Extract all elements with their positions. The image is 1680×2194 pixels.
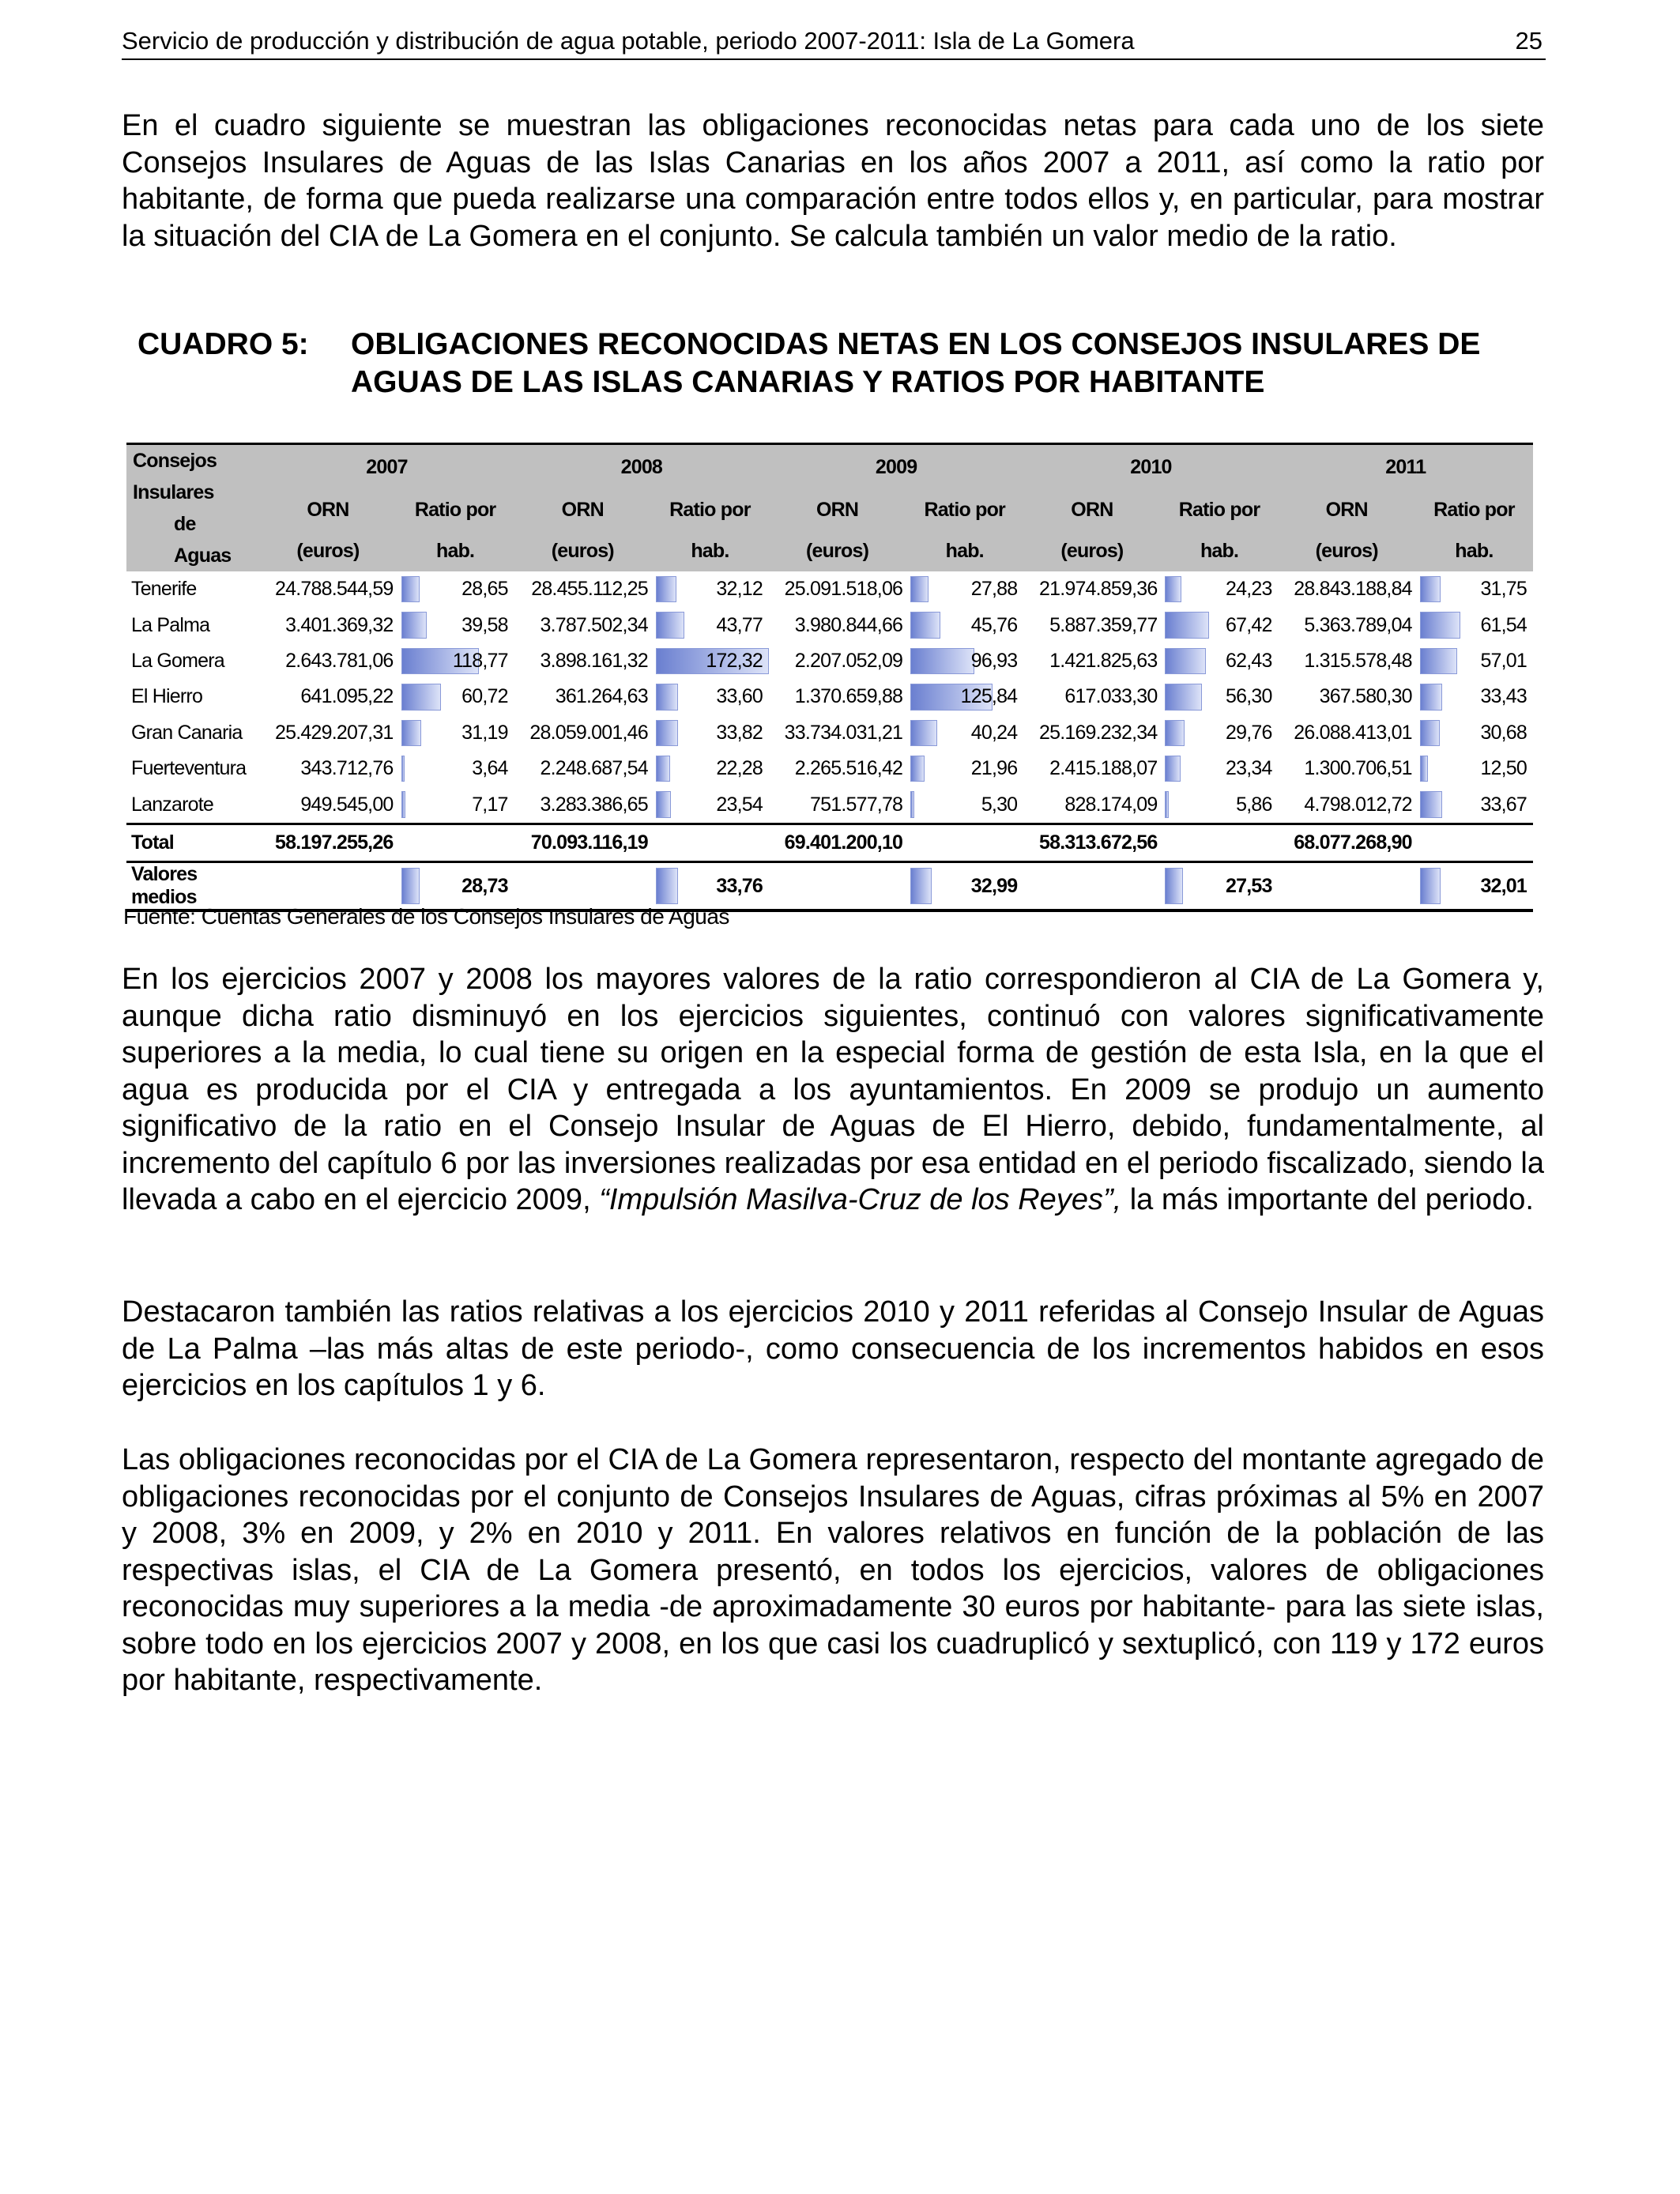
ratio-cell [651,679,769,714]
p2-text-b: la más importante del periodo. [1121,1183,1534,1216]
ratio-header: Ratio por [651,490,769,530]
medios-ratio-cell [1415,862,1533,911]
ratio-value: 172,32 [706,649,763,672]
orn-cell: 1.315.578,48 [1304,649,1412,672]
ratio-cell [1160,786,1278,824]
ratio-value: 33,43 [1480,685,1527,708]
corner-line2: de Aguas [174,513,232,567]
ratio-value: 57,01 [1480,649,1527,672]
medios-label: Valores medios [126,862,259,911]
orn-cell: 1.421.825,63 [1049,649,1158,672]
ratio-databar [910,648,974,674]
orn-header: ORN [259,490,396,530]
ratio-value: 21,96 [970,757,1018,780]
medios-ratio-cell [1160,862,1278,911]
ratio-databar [1165,720,1185,746]
p2-text-a: En los ejercicios 2007 y 2008 los mayores valores de la ratio correspondieron al CIA de La Gomera y, aunque dicha ratio disminuyó en los ejercicios siguientes, continuó con valores significativamente superiores a la media, lo cual tiene su origen en la especial forma de gestión de esta Isla, en la que el agua es producida por el CIA y entregada a los ayuntamientos. En 2009 se produjo un aumento significativo de la ratio en el Consejo Insular de Aguas de El Hierro, debido, fundamentalmente, al incremento del capítulo 6 por las inversiones realizadas por esa entidad en el periodo fiscalizado, siendo la llevada a cabo en el ejercicio 2009, [122,963,1544,1216]
table-row [126,571,1533,607]
ratio-databar [910,576,929,602]
ratio-value: 33,82 [716,721,763,744]
corner-header [126,444,259,572]
orn-header: ORN [1023,490,1160,530]
orn-cell: 2.643.781,06 [285,649,394,672]
orn-header: ORN [514,490,651,530]
ratio-header: Ratio por [1415,490,1533,530]
paragraph-la-gomera: Las obligaciones reconocidas por el CIA de La Gomera representaron, respecto del montante agregado de obligaciones reconocidas por el conjunto de Consejos Insulares de Aguas, cifras próximas al 5% en 2007 y 2008, 3% en 2009, y 2% en 2010 y 2011. En valores relativos en función de la población de las respectivas islas, el CIA de La Gomera presentó, en todos los ejercicios, valores de obligaciones reconocidas muy superiores a la media -de aproximadamente 30 euros por habitante- para las siete islas, sobre todo en los ejercicios 2007 y 2008, en los que casi los cuadruplicó y sextuplicó, con 119 y 172 euros por habitante, respectivamente. [122,1443,1544,1697]
orn-cell: 33.734.031,21 [784,721,903,744]
medios-ratio-value: 32,01 [1480,874,1527,897]
caption-label: CUADRO 5: [137,327,309,361]
ratio-databar [1420,791,1442,817]
orn-cell: 28.455.112,25 [531,578,648,601]
ratio-databar [1165,791,1169,817]
orn-cell: 3.401.369,32 [285,613,394,636]
ratio-cell [906,571,1023,607]
orn-cell: 949.545,00 [300,793,394,816]
orn-unit-header: (euros) [769,531,906,571]
page-number: 25 [1515,27,1543,55]
ratio-databar [401,868,420,904]
ratio-value: 125,84 [960,685,1018,708]
ratio-unit-header: hab. [651,531,769,571]
ratio-cell [1160,751,1278,786]
orn-cell: 25.091.518,06 [784,578,903,601]
orn-cell: 25.429.207,31 [275,721,394,744]
orn-cell: 28.059.001,46 [529,721,648,744]
ratio-value: 118,77 [452,649,508,672]
row-name: Tenerife [131,578,197,601]
ratio-value: 45,76 [970,613,1018,636]
ratio-value: 33,60 [716,685,763,708]
orn-cell: 3.980.844,66 [794,613,903,636]
ratio-databar [656,791,672,817]
ratio-value: 96,93 [970,649,1018,672]
orn-cell: 2.207.052,09 [794,649,903,672]
ratio-cell [1415,643,1533,679]
ratio-cell [651,751,769,786]
ratio-cell [397,751,514,786]
ratio-databar [1165,868,1183,904]
orn-header: ORN [769,490,906,530]
orn-header: ORN [1279,490,1415,530]
ratio-value: 43,77 [716,613,763,636]
table-row [126,786,1533,824]
table-row [126,643,1533,679]
ratio-databar [1420,612,1460,638]
ratio-cell [397,786,514,824]
ratio-value: 3,64 [472,757,508,780]
orn-cell: 28.843.188,84 [1294,578,1412,601]
row-name: La Gomera [131,649,224,672]
ratio-cell [1160,715,1278,751]
orn-unit-header: (euros) [259,531,396,571]
ratio-cell [1415,571,1533,607]
medios-ratio-value: 33,76 [716,874,763,897]
ratio-value: 33,67 [1480,793,1527,816]
ratio-databar [401,791,406,817]
ratio-databar [1420,684,1442,710]
ratio-cell [1415,607,1533,643]
ratio-cell [906,751,1023,786]
paragraph-la-palma: Destacaron también las ratios relativas a los ejercicios 2010 y 2011 referidas al Consejo Insular de Aguas de La Palma –las más altas de este periodo-, como consecuencia de los incrementos habidos en esos ejercicios en los capítulos 1 y 6. [122,1295,1544,1402]
ratio-databar [656,576,677,602]
ratio-value: 12,50 [1480,757,1527,780]
ratio-cell [651,607,769,643]
ratio-cell [1160,571,1278,607]
ratio-cell [397,643,514,679]
ratio-value: 5,30 [981,793,1018,816]
ratio-value: 22,28 [716,757,763,780]
ratio-cell [1160,679,1278,714]
orn-cell: 361.264,63 [555,685,648,708]
source-note: Fuente: Cuentas Generales de los Consejos Insulares de Aguas [123,904,729,929]
orn-cell: 4.798.012,72 [1304,793,1412,816]
ratio-databar [1165,576,1181,602]
paragraph-ratios-2007-2009 [122,961,1544,1219]
table-row [126,715,1533,751]
orn-cell: 2.265.516,42 [794,757,903,780]
ratio-databar [910,791,913,817]
ratio-cell [906,786,1023,824]
corner-line1: Consejos Insulares [133,450,217,503]
ratio-cell [397,715,514,751]
ratio-value: 23,54 [716,793,763,816]
intro-paragraph: En el cuadro siguiente se muestran las obligaciones reconocidas netas para cada uno de los siete Consejos Insulares de Aguas de las Islas Canarias en los años 2007 a 2011, así como la ratio por habitante, de forma que pueda realizarse una comparación entre todos ellos y, en particular, para mostrar la situación del CIA de La Gomera en el conjunto. Se calcula también un valor medio de la ratio. [122,109,1544,253]
row-name: El Hierro [131,685,203,708]
ratio-databar [656,720,678,746]
orn-cell: 1.370.659,88 [794,685,903,708]
ratio-databar [401,612,428,638]
ratio-value: 27,88 [970,578,1018,601]
ratio-databar [401,720,422,746]
year-header: 2007 [259,444,514,491]
ratio-value: 23,34 [1226,757,1272,780]
ratio-unit-header: hab. [906,531,1023,571]
ratio-cell [1415,679,1533,714]
total-label: Total [126,824,259,861]
medios-ratio-cell [906,862,1023,911]
ratio-cell [397,571,514,607]
orn-cell: 21.974.859,36 [1038,578,1158,601]
medios-ratio-cell [651,862,769,911]
ratio-unit-header: hab. [1415,531,1533,571]
ratio-value: 32,12 [716,578,763,601]
ratio-databar [1165,756,1180,782]
orn-cell: 5.887.359,77 [1049,613,1158,636]
orn-unit-header: (euros) [514,531,651,571]
orn-cell: 2.248.687,54 [540,757,648,780]
ratio-header: Ratio por [906,490,1023,530]
row-name: Fuerteventura [131,757,247,780]
total-row [126,824,1533,861]
total-orn: 58.313.672,56 [1023,824,1160,861]
orn-cell: 26.088.413,01 [1294,721,1412,744]
ratio-databar [1165,684,1202,710]
orn-cell: 828.174,09 [1064,793,1158,816]
ratio-value: 29,76 [1226,721,1272,744]
ratio-cell [1160,607,1278,643]
table-row [126,679,1533,714]
ratio-databar [1420,648,1457,674]
row-name: La Palma [131,613,210,636]
ratio-databar [910,868,932,904]
ratio-value: 7,17 [472,793,508,816]
total-orn: 58.197.255,26 [259,824,396,861]
ratio-value: 31,19 [461,721,508,744]
ratio-cell [906,679,1023,714]
ratio-databar [401,684,441,710]
year-header: 2010 [1023,444,1278,491]
ratio-value: 40,24 [970,721,1018,744]
year-header: 2008 [514,444,769,491]
ratio-cell [1415,751,1533,786]
table-row [126,751,1533,786]
ratio-cell [1415,715,1533,751]
ratio-value: 67,42 [1226,613,1272,636]
ratio-databar [1420,720,1440,746]
ratio-cell [397,607,514,643]
orn-cell: 751.577,78 [810,793,903,816]
ratio-databar [656,868,678,904]
ratio-databar [1420,576,1441,602]
ratio-cell [397,679,514,714]
table-row [126,607,1533,643]
medios-ratio-cell [397,862,514,911]
orn-unit-header: (euros) [1279,531,1415,571]
orn-cell: 1.300.706,51 [1304,757,1412,780]
ratio-cell [906,715,1023,751]
ratio-value: 39,58 [461,613,508,636]
ratio-cell [651,786,769,824]
ratio-cell [906,607,1023,643]
orn-cell: 3.283.386,65 [540,793,648,816]
medios-ratio-value: 27,53 [1226,874,1272,897]
ratio-header: Ratio por [397,490,514,530]
ratio-databar [401,576,420,602]
ratio-databar [401,756,405,782]
ratio-header: Ratio por [1160,490,1278,530]
total-orn: 70.093.116,19 [514,824,651,861]
ratio-value: 61,54 [1480,613,1527,636]
ratio-databar [1165,612,1209,638]
medios-row [126,862,1533,911]
ratio-cell [651,571,769,607]
ratio-databar [1165,648,1206,674]
ratio-cell [651,643,769,679]
orn-cell: 3.898.161,32 [540,649,648,672]
ratio-databar [910,756,925,782]
ratio-value: 62,43 [1226,649,1272,672]
orn-cell: 617.033,30 [1064,685,1158,708]
ratio-databar [1420,756,1428,782]
orn-cell: 2.415.188,07 [1049,757,1158,780]
p2-italic-project: “Impulsión Masilva-Cruz de los Reyes”, [599,1183,1122,1216]
ratio-unit-header: hab. [397,531,514,571]
ratio-databar [910,720,936,746]
year-header: 2011 [1279,444,1533,491]
orn-cell: 25.169.232,34 [1038,721,1158,744]
ratio-databar [1420,868,1441,904]
ratio-databar [910,612,940,638]
medios-ratio-value: 28,73 [461,874,508,897]
page-header [122,27,1546,60]
orn-cell: 367.580,30 [1319,685,1412,708]
orn-cell: 3.787.502,34 [540,613,648,636]
total-orn: 69.401.200,10 [769,824,906,861]
ratio-value: 30,68 [1480,721,1527,744]
ratio-value: 56,30 [1226,685,1272,708]
ratio-value: 24,23 [1226,578,1272,601]
orn-cell: 24.788.544,59 [275,578,394,601]
orn-cell: 5.363.789,04 [1304,613,1412,636]
ratio-cell [1160,643,1278,679]
total-orn: 68.077.268,90 [1279,824,1415,861]
orn-cell: 641.095,22 [300,685,394,708]
caption-text: OBLIGACIONES RECONOCIDAS NETAS EN LOS CONSEJOS INSULARES DE AGUAS DE LAS ISLAS CANARIAS Y RATIOS POR HABITANTE [351,327,1481,399]
obligaciones-table [126,443,1533,909]
ratio-cell [651,715,769,751]
ratio-value: 28,65 [461,578,508,601]
ratio-cell [1415,786,1533,824]
orn-unit-header: (euros) [1023,531,1160,571]
year-header: 2009 [769,444,1023,491]
ratio-value: 60,72 [461,685,508,708]
medios-ratio-value: 32,99 [970,874,1018,897]
ratio-databar [656,612,684,638]
ratio-databar [656,756,670,782]
ratio-value: 31,75 [1480,578,1527,601]
ratio-value: 5,86 [1236,793,1272,816]
header-title: Servicio de producción y distribución de agua potable, periodo 2007-2011: Isla de La Gomera [122,27,1135,55]
row-name: Lanzarote [131,793,213,816]
row-name: Gran Canaria [131,721,243,744]
ratio-cell [906,643,1023,679]
ratio-unit-header: hab. [1160,531,1278,571]
orn-cell: 343.712,76 [300,757,394,780]
ratio-databar [656,684,678,710]
